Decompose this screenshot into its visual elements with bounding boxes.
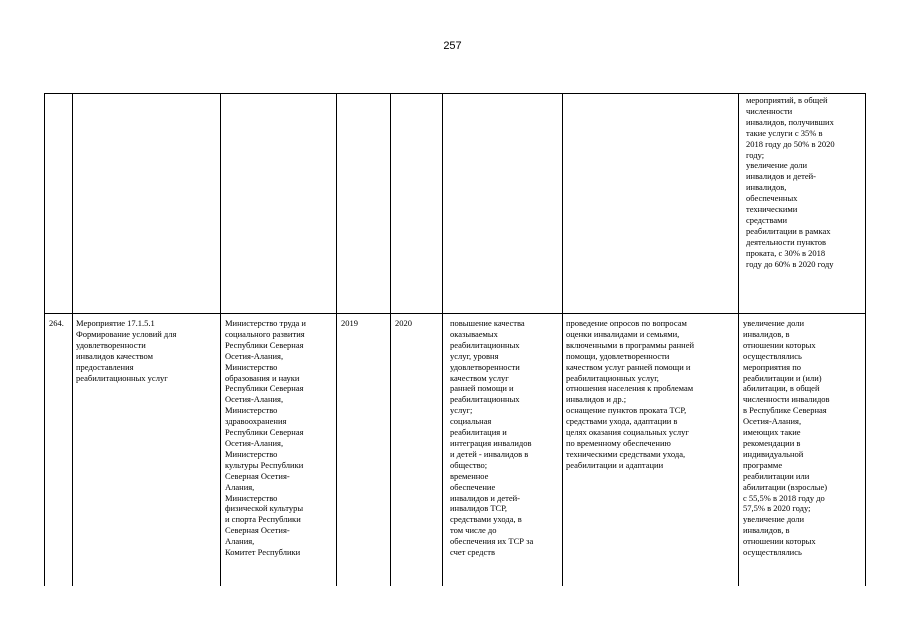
column-divider (442, 94, 443, 586)
end-year: 2020 (395, 318, 412, 328)
expected-result: повышение качества оказываемых реабилитационных услуг, уровня удовлетворенности качеством услуг ранней помощи и реабилитационных услуг; социальная реабилитация и интеграция инвалидов и детей - инвалидов в общество; временное обеспечение инвалидов и детей- инвалидов ТСР, средствами ухода, в том числе до обеспечения их ТСР за счет средств (450, 318, 534, 558)
column-divider (865, 94, 866, 586)
row-divider (45, 313, 866, 314)
prev-row-results: мероприятий, в общей численности инвалидов, получивших такие услуги с 35% в 2018 году до 50% в 2020 году; увеличение доли инвалидов и детей- инвалидов, обеспеченных техническими средствами реабилитации в рамках деятельности пунктов проката, с 30% в 2018 году до 60% в 2020 году (746, 95, 835, 269)
activities: проведение опросов по вопросам оценки инвалидами и семьями, включенными в программы ранней помощи, удовлетворенности качеством услуг ранней помощи и реабилитационных услуг, отношения населения к проблемам инвалидов и др.; оснащение пунктов проката ТСР, средствами ухода, адаптации в целях оказания социальных услуг по временному обеспечению техническими средствами ухода, реабилитации и адаптации (566, 318, 695, 470)
page-number: 257 (443, 40, 462, 52)
column-divider (220, 94, 221, 586)
executors: Министерство труда и социального развития Республики Северная Осетия-Алания, Министерство образования и науки Республики Северная Осетия-Алания, Министерство здравоохранения Республики Северная Осетия-Алания, Министерство культуры Республики Северная Осетия- Алания, Министерство физической культуры и спорта Республики Северная Осетия- Алания, Комитет Республики (225, 318, 306, 558)
start-year: 2019 (341, 318, 358, 328)
column-divider (390, 94, 391, 586)
indicator-results: увеличение доли инвалидов, в отношении которых осуществлялись мероприятия по реабилитации и (или) абилитации, в общей численности инвалидов в Республике Северная Осетия-Алания, имеющих такие рекомендации в индивидуальной программе реабилитации или абилитации (взрослые) с 55,5% в 2018 году до 57,5% в 2020 году; увеличение доли инвалидов, в отношении которых осуществлялись (743, 318, 830, 558)
column-divider (336, 94, 337, 586)
program-table (44, 93, 866, 586)
event-name: Мероприятие 17.1.5.1 Формирование условий для удовлетворенности инвалидов качеством предоставления реабилитационных услуг (76, 318, 177, 383)
column-divider (738, 94, 739, 586)
column-divider (72, 94, 73, 586)
column-divider (562, 94, 563, 586)
row-number: 264. (49, 318, 64, 328)
